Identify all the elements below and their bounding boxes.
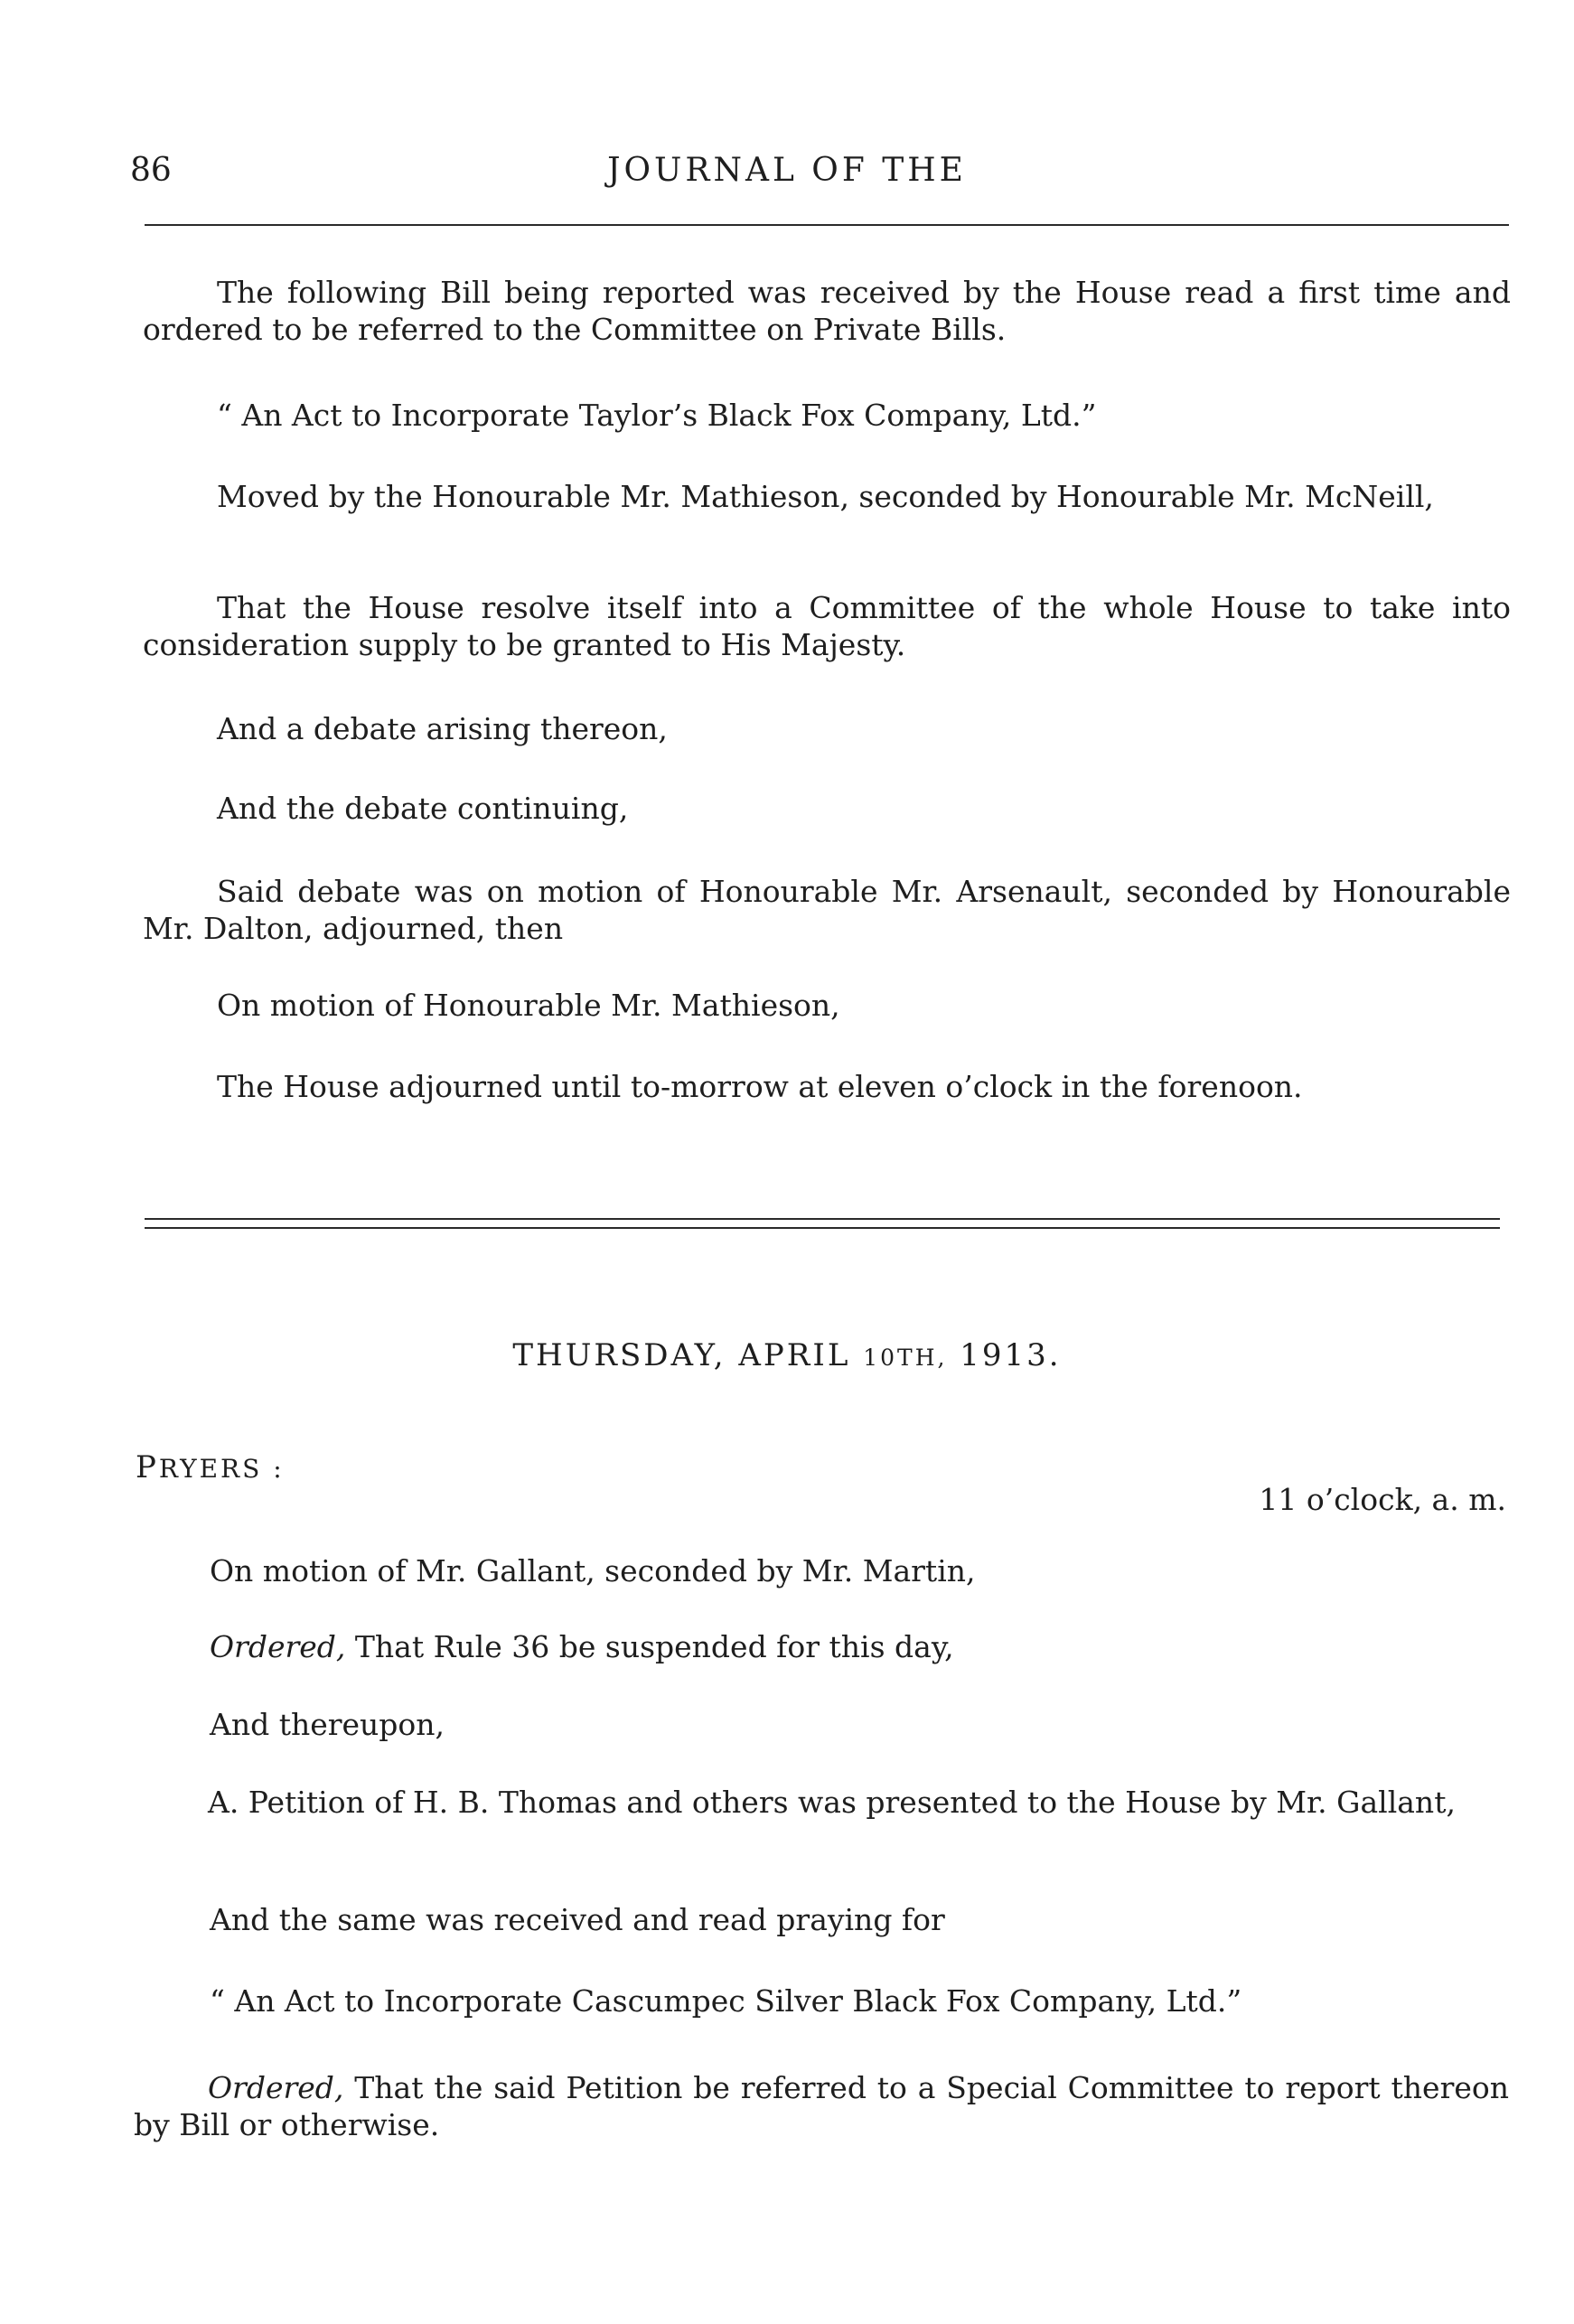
- paragraph-motion-mathieson: On motion of Honourable Mr. Mathieson,: [217, 988, 840, 1023]
- paragraph-petition-bill-title: “ An Act to Incorporate Cascumpec Silver Black Fox Company, Ltd.”: [210, 1983, 1242, 2019]
- paragraph-resolution: That the House resolve itself into a Committee of the whole House to take into consideration supply to be granted to His Majesty.: [143, 590, 1511, 662]
- paragraph-petition-presented: A. Petition of H. B. Thomas and others was presented to the House by Mr. Gallant,: [208, 1785, 1456, 1820]
- running-head: JOURNAL OF THE: [607, 152, 967, 189]
- paragraph-petition-received: And the same was received and read praying for: [210, 1902, 945, 1937]
- page-header: [0, 152, 1574, 206]
- section-divider-lower: [145, 1227, 1500, 1229]
- paragraph-motion: Moved by the Honourable Mr. Mathieson, seconded by Honourable Mr. McNeill,: [217, 479, 1434, 514]
- paragraph-petition-referred: Ordered, That the said Petition be referred to a Special Committee to report thereon by Bill or otherwise.: [134, 2070, 1509, 2142]
- sitting-time: 11 o’clock, a. m.: [1259, 1482, 1506, 1517]
- header-rule: [145, 224, 1509, 226]
- paragraph-motion-gallant: On motion of Mr. Gallant, seconded by Mr. Martin,: [210, 1553, 976, 1588]
- prayers-label: PRYERS :: [136, 1449, 285, 1485]
- date-heading: THURSDAY, APRIL 10TH, 1913.: [512, 1337, 1062, 1373]
- paragraph-bill-title: “ An Act to Incorporate Taylor’s Black Fox Company, Ltd.”: [217, 398, 1097, 433]
- page-number: 86: [130, 152, 172, 189]
- paragraph-rule-suspended: Ordered, That Rule 36 be suspended for this day,: [210, 1629, 954, 1664]
- paragraph-bill-reported: The following Bill being reported was received by the House read a first time and ordered to be referred to the Committee on Private Bills.: [143, 275, 1511, 347]
- paragraph-debate-continuing: And the debate continuing,: [217, 791, 629, 826]
- paragraph-thereupon: And thereupon,: [210, 1707, 445, 1742]
- paragraph-debate-adjourned: Said debate was on motion of Honourable Mr. Arsenault, seconded by Honourable Mr. Dalton, adjourned, then: [143, 874, 1511, 946]
- paragraph-debate-arising: And a debate arising thereon,: [217, 711, 668, 746]
- paragraph-house-adjourned: The House adjourned until to-morrow at eleven o’clock in the forenoon.: [217, 1069, 1303, 1104]
- section-divider-upper: [145, 1218, 1500, 1220]
